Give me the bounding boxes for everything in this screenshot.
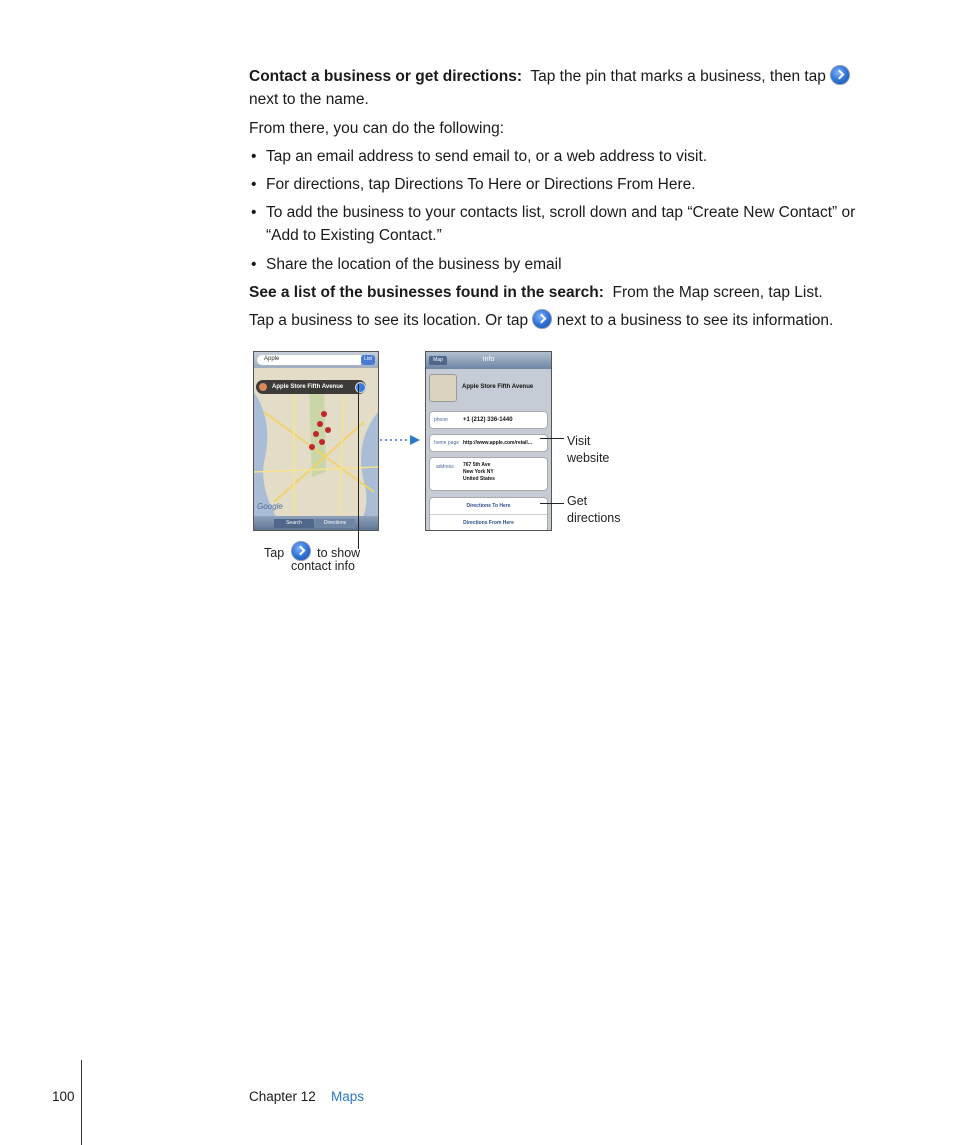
page-number: 100 bbox=[52, 1089, 75, 1104]
google-logo: Google bbox=[257, 502, 283, 511]
bullet-symbol: • bbox=[251, 256, 257, 273]
bullet-symbol: • bbox=[251, 176, 257, 193]
section1-heading: Contact a business or get directions: bbox=[249, 68, 523, 85]
person-icon bbox=[259, 383, 267, 391]
map-pin bbox=[321, 411, 327, 417]
section1-text: Tap the pin that marks a business, then tap bbox=[530, 68, 826, 85]
bullet-symbol: • bbox=[251, 204, 257, 221]
section2-text: From the Map screen, tap List. bbox=[612, 284, 823, 301]
section2-heading: See a list of the businesses found in the search: bbox=[249, 284, 604, 301]
bullet-item: For directions, tap Directions To Here or Directions From Here. bbox=[266, 176, 696, 193]
visit-website-callout bbox=[567, 433, 609, 467]
bullet-symbol: • bbox=[251, 148, 257, 165]
phone-value: +1 (212) 336-1440 bbox=[463, 417, 513, 423]
tab-directions[interactable]: Directions bbox=[315, 519, 355, 528]
search-input[interactable]: Apple bbox=[257, 355, 364, 365]
home-page-row[interactable] bbox=[429, 434, 548, 452]
section3-text: Tap a business to see its location. Or tap bbox=[249, 312, 529, 329]
home-page-label: home page bbox=[434, 440, 460, 446]
search-bar bbox=[254, 352, 378, 368]
detail-disclosure-icon bbox=[830, 65, 850, 85]
business-name: Apple Store Fifth Avenue bbox=[462, 384, 534, 390]
address-row[interactable] bbox=[429, 457, 548, 491]
detail-disclosure-icon bbox=[532, 309, 552, 329]
callout-line bbox=[540, 438, 564, 439]
get-directions-callout bbox=[567, 493, 621, 527]
callout-line bbox=[358, 384, 359, 549]
map-screenshot bbox=[253, 351, 379, 531]
home-page-value: http://www.apple.com/retail... bbox=[463, 440, 532, 446]
section1-paragraph bbox=[249, 65, 869, 111]
section2-paragraph bbox=[249, 281, 869, 304]
directions-from-here-button[interactable]: Directions From Here bbox=[463, 520, 514, 526]
callout-text: Get bbox=[567, 494, 588, 508]
from-there-text: From there, you can do the following: bbox=[249, 120, 505, 137]
footer-chapter: Chapter 12 bbox=[249, 1089, 316, 1104]
address-line: 767 5th Ave bbox=[463, 462, 491, 468]
section1-text-after: next to the name. bbox=[249, 91, 369, 108]
list-button[interactable]: List bbox=[361, 355, 375, 365]
directions-to-here-button[interactable]: Directions To Here bbox=[466, 503, 511, 509]
dotted-arrow-icon bbox=[378, 434, 424, 446]
address-line: United States bbox=[463, 476, 495, 482]
map-toolbar bbox=[254, 516, 378, 530]
map-thumbnail bbox=[429, 374, 457, 402]
section3-paragraph bbox=[249, 309, 889, 332]
footer-rule bbox=[81, 1060, 82, 1145]
bullet-item: Tap an email address to send email to, or a web address to visit. bbox=[266, 148, 708, 165]
address-label: address bbox=[436, 464, 454, 470]
divider bbox=[430, 514, 547, 515]
callout-text: directions bbox=[567, 511, 621, 525]
bullet-item: To add the business to your contacts list, scroll down and tap “Create New Contact” or “Add to Existing Contact.” bbox=[266, 204, 856, 244]
phone-row[interactable] bbox=[429, 411, 548, 429]
tab-search[interactable]: Search bbox=[274, 519, 314, 528]
detail-disclosure-icon[interactable] bbox=[355, 382, 366, 393]
callout-line bbox=[540, 503, 564, 504]
phone-label: phone bbox=[434, 417, 448, 423]
nav-title: Info bbox=[482, 356, 495, 363]
section3-text-after: next to a business to see its information. bbox=[556, 312, 834, 329]
callout-text: contact info bbox=[291, 559, 355, 573]
callout-text: Tap bbox=[264, 546, 285, 560]
back-button[interactable]: Map bbox=[429, 356, 447, 365]
info-screenshot bbox=[425, 351, 552, 531]
address-line: New York NY bbox=[463, 469, 494, 475]
nav-bar bbox=[426, 352, 551, 369]
callout-text: to show bbox=[317, 546, 361, 560]
map-callout[interactable]: Apple Store Fifth Avenue bbox=[256, 380, 366, 394]
bullet-item: Share the location of the business by email bbox=[266, 256, 562, 273]
footer-section-link[interactable]: Maps bbox=[331, 1089, 365, 1104]
callout-text: website bbox=[567, 451, 610, 465]
callout-text: Visit bbox=[567, 434, 591, 448]
directions-group bbox=[429, 497, 548, 531]
